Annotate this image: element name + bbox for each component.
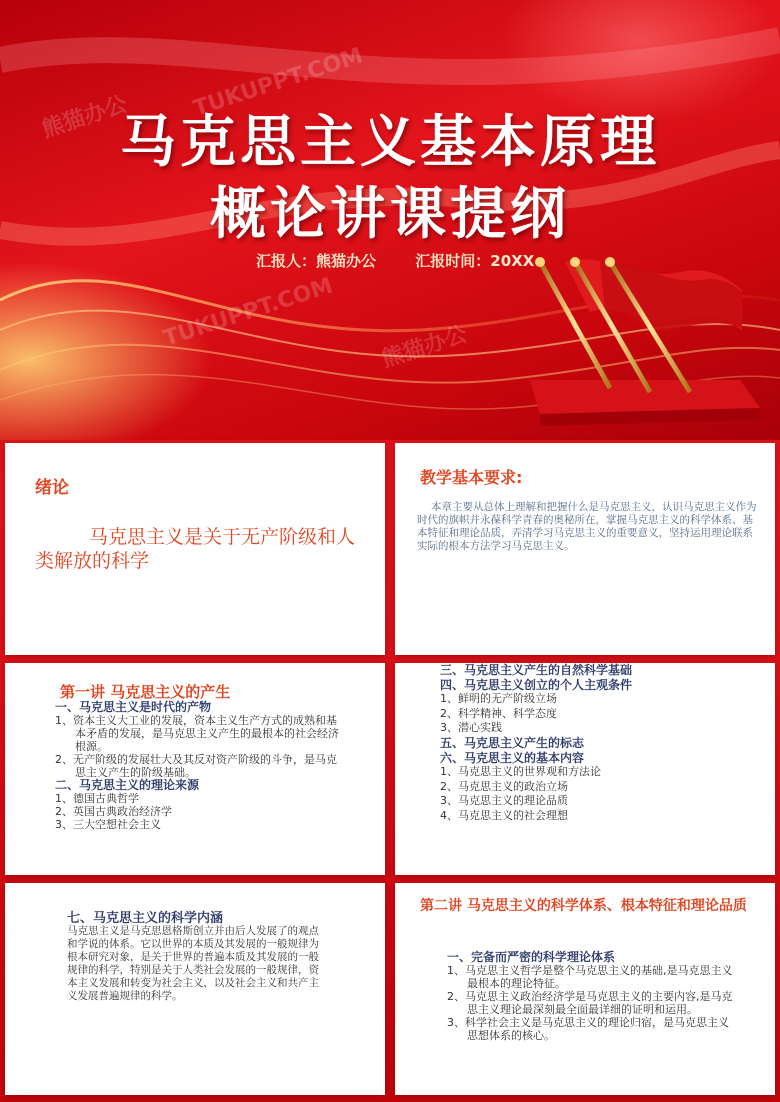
cover-slide — [0, 0, 780, 440]
watermark: TUKUPPT.COM — [190, 43, 366, 122]
slide-scientific-connotation — [5, 883, 385, 1095]
outline-row: 2、马克思主义的政治立场 — [440, 779, 568, 793]
slide-lecture-1-continued — [395, 663, 775, 875]
outline-row: 3、潜心实践 — [440, 721, 502, 735]
watermark: 熊猫办公 — [38, 91, 131, 143]
outline-row: 1、德国古典哲学 — [55, 792, 139, 805]
outline-row: 3、三大空想社会主义 — [55, 818, 161, 831]
outline-row: 一、完备而严密的科学理论体系 — [447, 950, 616, 964]
slide-heading: 绪论 — [35, 478, 69, 498]
slide-heading: 教学基本要求: — [420, 468, 523, 487]
outline-row: 六、马克思主义的基本内容 — [440, 750, 585, 765]
slide-lecture-2 — [395, 883, 775, 1095]
lecture-2-outline — [447, 951, 737, 1042]
reporter-label: 汇报人：熊猫办公 — [256, 252, 377, 270]
slide-intro — [5, 443, 385, 655]
connotation-paragraph: 马克思主义是马克思恩格斯创立并由后人发展了的观点和学说的体系。它以世界的本质及其发展的一般规律为根本研究对象，是关于世界的普遍本质及其发展的一般规律的科学，特别是关于人类社会发展的一般规律，资本主义发展和转变为社会主义，以及社会主义和共产主义发展普遍规律的科学。 — [67, 925, 319, 1002]
outline-row: 3、马克思主义的理论品质 — [440, 794, 568, 808]
lecture-1-outline — [55, 701, 345, 831]
report-time-label: 汇报时间：20XX — [415, 252, 535, 270]
outline-row: 一、马克思主义是时代的产物 — [55, 700, 212, 714]
outline-row: 四、马克思主义创立的个人主观条件 — [440, 677, 633, 692]
slide-lecture-1 — [5, 663, 385, 875]
requirements-paragraph: 本章主要从总体上理解和把握什么是马克思主义，认识马克思主义作为时代的旗帜并永葆科学青春的奥秘所在，掌握马克思主义的科学体系、基本特征和理论品质，弄清学习马克思主义的重要意义，坚持运用理论联系实际的根本方法学习马克思主义。 — [417, 501, 757, 552]
lecture-1-outline-continued — [440, 663, 740, 824]
outline-row: 五、马克思主义产生的标志 — [440, 735, 585, 750]
outline-row: 4、马克思主义的社会理想 — [440, 808, 568, 822]
outline-row: 1、马克思主义哲学是整个马克思主义的基础,是马克思主义最根本的理论特征。 — [447, 964, 733, 990]
outline-row: 2、马克思主义政治经济学是马克思主义的主要内容,是马克思主义理论最深刻最全面最详细的证明和运用。 — [447, 990, 733, 1016]
cover-title-line2: 概论讲课提纲 — [210, 182, 570, 247]
outline-row: 三、马克思主义产生的自然科学基础 — [440, 663, 633, 677]
cover-meta — [256, 250, 568, 271]
outline-row: 1、马克思主义的世界观和方法论 — [440, 765, 601, 779]
outline-row: 2、英国古典政治经济学 — [55, 805, 172, 818]
outline-row: 二、马克思主义的理论来源 — [55, 778, 200, 792]
outline-row: 2、科学精神、科学态度 — [440, 706, 557, 720]
outline-row: 3、科学社会主义是马克思主义的理论归宿，是马克思主义思想体系的核心。 — [447, 1016, 729, 1042]
watermark: TUKUPPT.COM — [160, 273, 336, 352]
cover-title-line1: 马克思主义基本原理 — [120, 110, 660, 175]
outline-row: 2、无产阶级的发展壮大及其反对资产阶级的斗争，是马克思主义产生的阶级基础。 — [55, 753, 337, 779]
watermark: 熊猫办公 — [378, 321, 471, 373]
outline-row: 1、资本主义大工业的发展，资本主义生产方式的成熟和基本矛盾的发展，是马克思主义产生的最根本的社会经济根源。 — [55, 714, 339, 753]
outline-row: 1、鲜明的无产阶级立场 — [440, 692, 557, 706]
intro-statement: 马克思主义是关于无产阶级和人类解放的科学 — [35, 526, 356, 572]
slide-heading: 七、马克思主义的科学内涵 — [67, 911, 224, 926]
slide-heading: 第二讲 马克思主义的科学体系、根本特征和理论品质 — [420, 898, 747, 914]
slide-teaching-requirements — [395, 443, 775, 655]
slide-heading: 第一讲 马克思主义的产生 — [60, 683, 231, 701]
